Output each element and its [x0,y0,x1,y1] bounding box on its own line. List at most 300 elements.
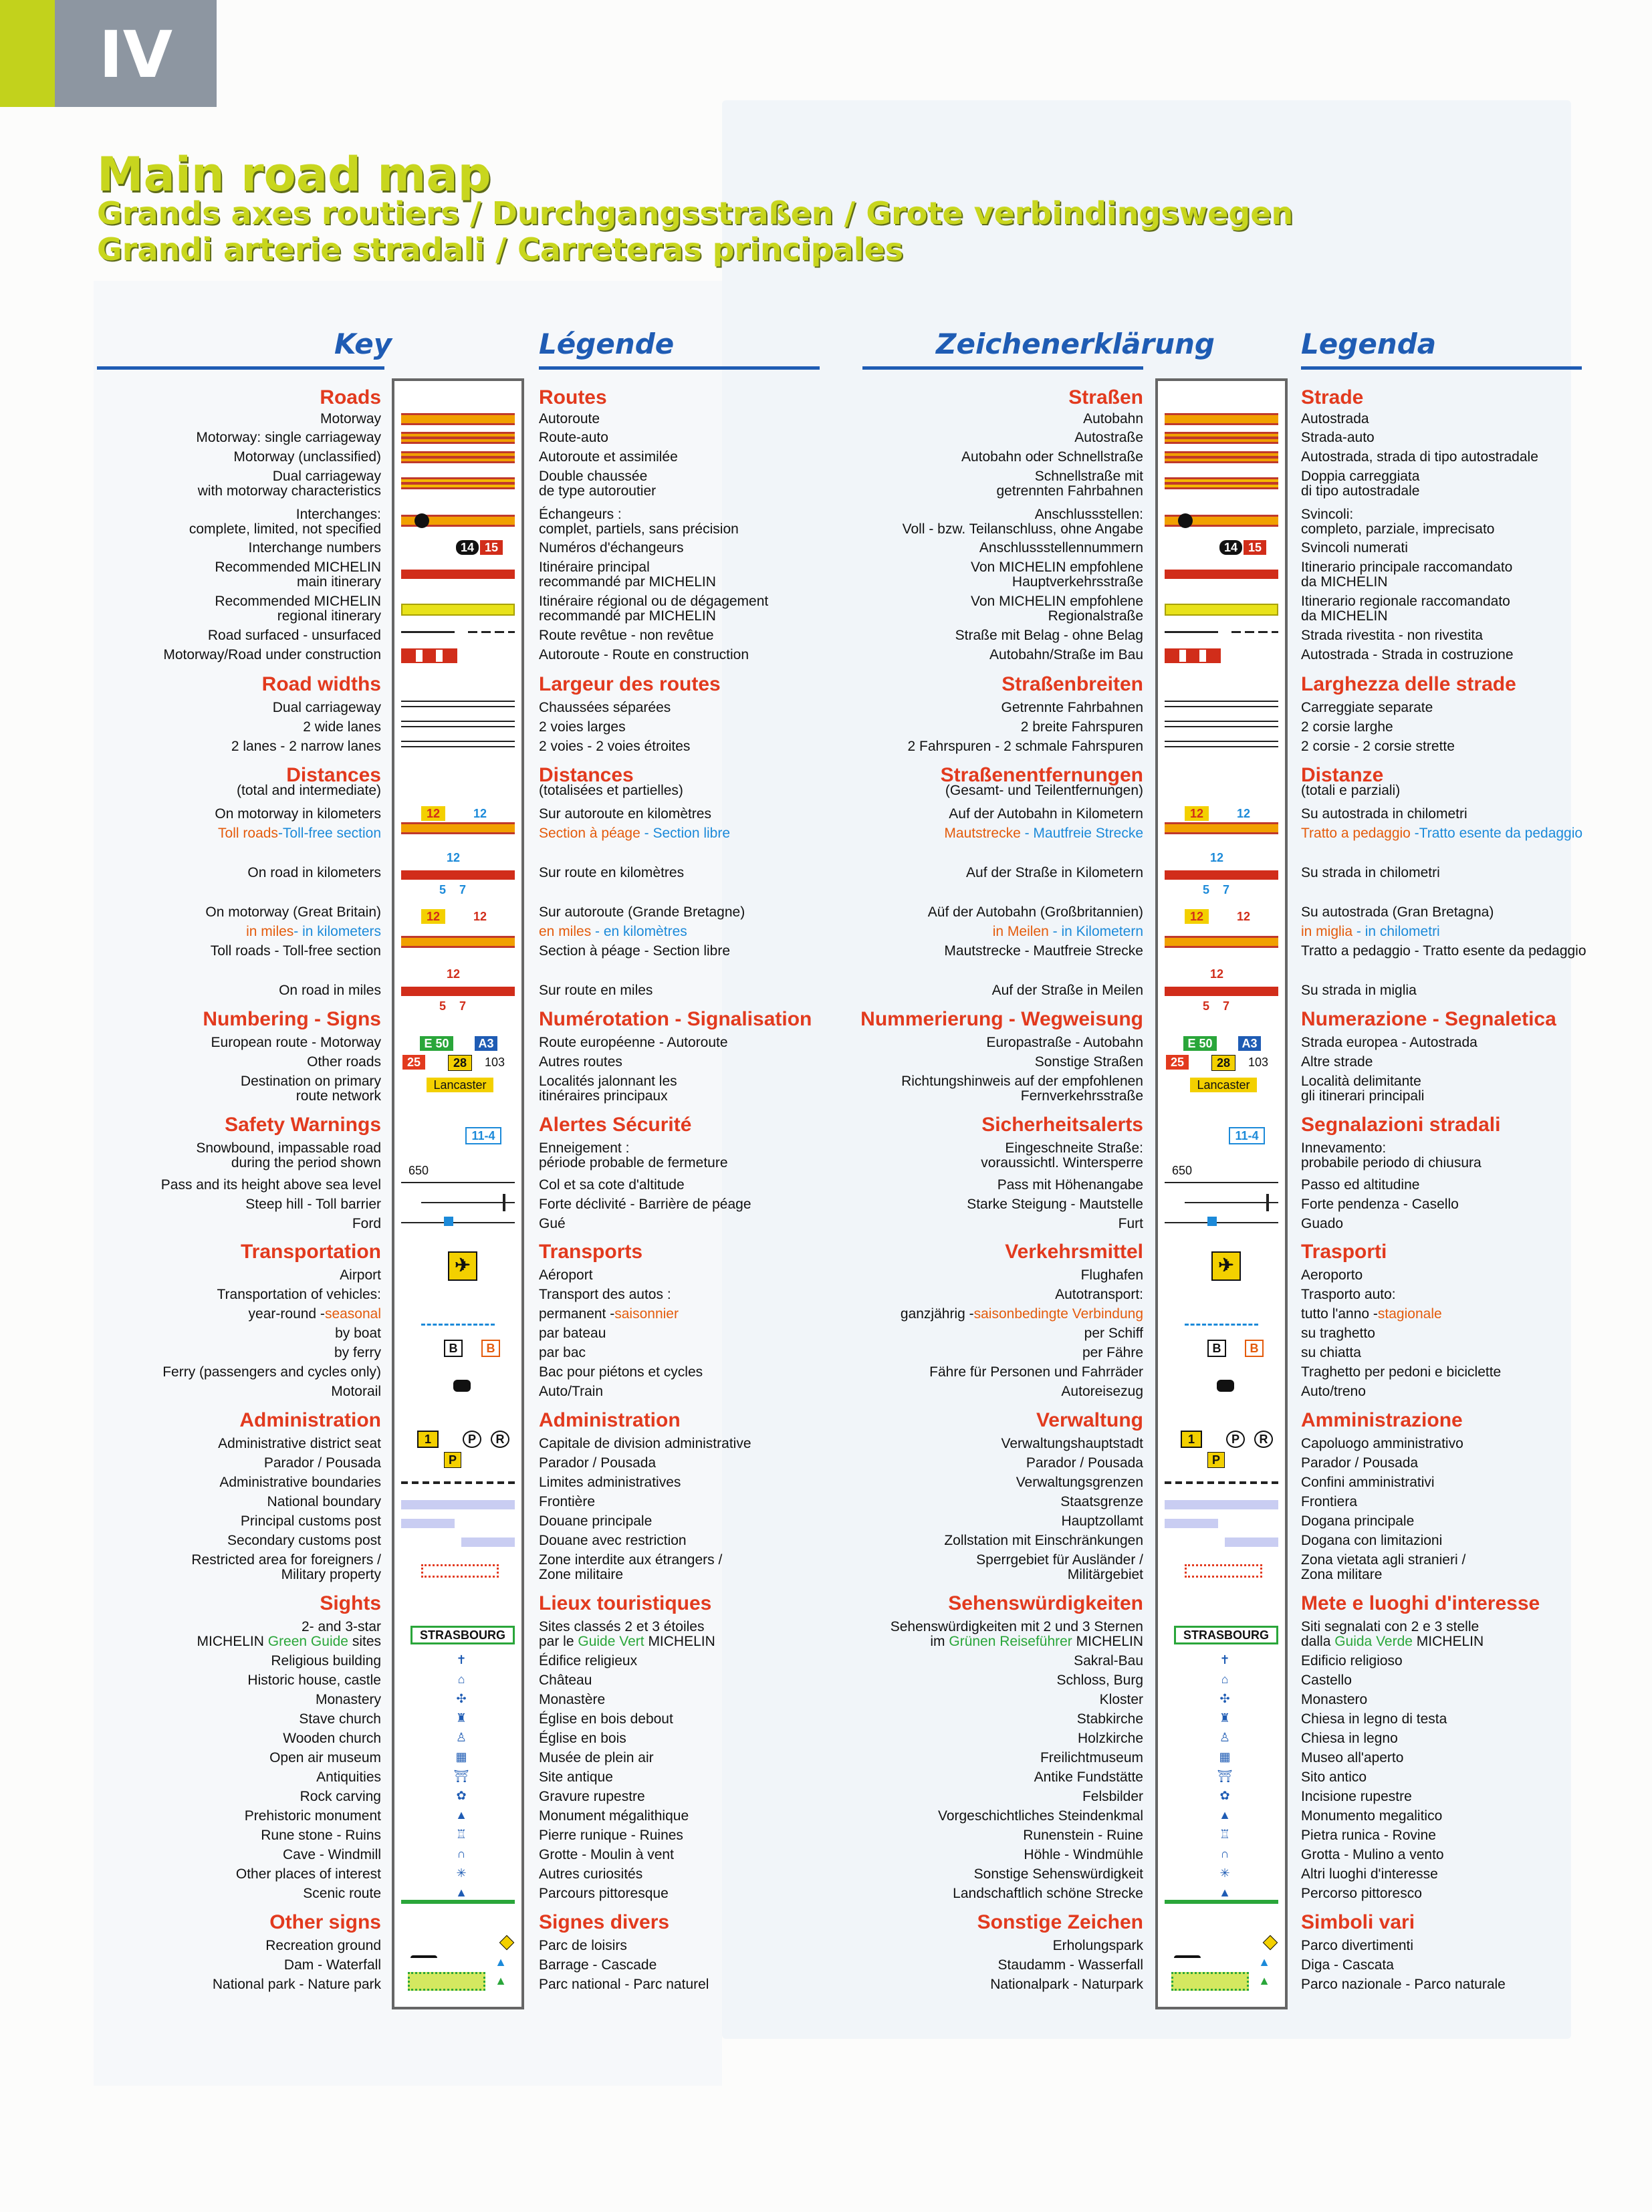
en-n-dest: Destination on primary [240,1074,381,1089]
it-yearround-label: tutto l'anno - [1301,1306,1378,1322]
sign-lancaster-r: Lancaster [1190,1078,1257,1092]
parador-p-icon-l: P [444,1452,461,1468]
r-icon-l: R [491,1431,509,1448]
it-a-parador: Parador / Pousada [1301,1455,1419,1471]
de-dual: Schnellstraße mit [1034,469,1143,484]
it-rec-reg: Itinerario regionale raccomandato [1301,594,1510,609]
de-t-air: Flughafen [1080,1267,1143,1283]
interchange-num-14-r: 14 [1219,540,1242,555]
sign-28-l: 28 [448,1055,472,1071]
en-h-trans: Transportation [240,1241,381,1263]
it-w-2wide: 2 corsie larghe [1301,719,1393,735]
it-greenguide-label: Guida Verde [1334,1634,1413,1649]
fr-t-pass: Bac pour piétons et cycles [539,1364,703,1380]
en-si-scenic: Scenic route [303,1886,381,1901]
it-d-gbtoll: Tratto a pedaggio - Tratto esente da pedaggio [1301,943,1586,959]
en-t-rail: Motorail [331,1384,381,1399]
en-surfaced: Road surfaced - unsurfaced [207,628,381,643]
de-d-mw: Auf der Autobahn in Kilometern [949,806,1143,822]
sight-icon-0-r: ✝ [1219,1653,1230,1667]
de-rec-main2: Hauptverkehrsstraße [1012,574,1143,590]
it-s-snow2: probabile periodo di chiusura [1301,1155,1482,1171]
en-d-gb: On motorway (Great Britain) [205,904,381,920]
it-si-ant: Sito antico [1301,1769,1367,1785]
it-d-roadmiles: Su strada in miglia [1301,983,1417,998]
de-d-gb: Aüf der Autobahn (Großbritannien) [927,904,1143,920]
sign-a3-r: A3 [1238,1036,1261,1051]
it-h-other: Simboli vari [1301,1911,1415,1933]
national-park-icon-l [408,1972,485,1991]
dist-gb-road-symbol-l [401,987,515,996]
de-t-pass: Fähre für Personen und Fahrräder [929,1364,1143,1380]
dist-5a-l: 5 [439,883,446,896]
it-si-rune: Pietra runica - Rovine [1301,1828,1436,1843]
dist-12b-l: 12 [473,807,487,820]
de-si-rock: Felsbilder [1082,1789,1143,1804]
mw-unclass-symbol-l [401,451,515,463]
parador-icon-r: P [1226,1431,1245,1448]
en-si-ant: Antiquities [316,1769,381,1785]
road-width-line-1-l [401,706,515,707]
it-h-sights: Mete e luoghi d'interesse [1301,1592,1540,1614]
dist-gb-symbol-r [1165,936,1278,948]
fr-h-admin: Administration [539,1409,681,1431]
unsurfaced-symbol-l [468,631,515,633]
fr-h-roads: Routes [539,386,607,408]
sight-icon-0-l: ✝ [456,1653,467,1667]
customs-post-r [1165,1519,1218,1528]
mw-single-symbol-l [401,432,515,444]
sight-icon-11-r: ✳ [1219,1866,1230,1880]
fr-rec-reg2: recommandé par MICHELIN [539,608,716,624]
en-miles-label: in miles [246,924,294,939]
waterfall-icon-r: ▲ [1258,1955,1270,1969]
it-si-cave: Grotta - Mulino a vento [1301,1847,1444,1862]
page-subtitle-1: Grands axes routiers / Durchgangsstraßen / Grote verbindingswegen [97,195,1294,231]
it-a-bound: Confini amministrativi [1301,1475,1435,1490]
en-km-label: - in kilometers [293,924,381,939]
it-n-dest: Località delimitante [1301,1074,1421,1089]
sign-25-r: 25 [1166,1055,1189,1070]
it-mw-single: Strada-auto [1301,430,1375,445]
dist-7b-l: 7 [459,999,466,1013]
fr-a-bound: Limites administratives [539,1475,681,1490]
it-d-road: Su strada in chilometri [1301,865,1440,880]
fr-w-2narrow: 2 voies - 2 voies étroites [539,739,691,754]
en-interch-num: Interchange numbers [248,540,381,556]
sight-icon-9-r: ♖ [1219,1828,1231,1841]
en-motorway: Motorway [320,411,381,426]
de-h-dist: Straßenentfernungen [940,764,1143,786]
page-title: Main road map [97,147,491,202]
motorail-icon-r [1217,1380,1234,1392]
fr-si-hist: Château [539,1673,592,1688]
fr-a-seat: Capitale de division administrative [539,1436,751,1451]
de-n-other: Sonstige Straßen [1034,1054,1143,1070]
sign-103-l: 103 [484,1056,505,1069]
de-a-cust2: Zollstation mit Einschränkungen [944,1533,1143,1548]
fr-toll-label: Section à péage [539,826,640,841]
restricted-area-l [421,1564,499,1578]
de-a-parador: Parador / Pousada [1026,1455,1143,1471]
fr-n-dest2: itinéraires principaux [539,1088,668,1104]
de-h-safety: Sicherheitsalerts [981,1114,1143,1136]
en-si-star: 2- and 3-star [301,1619,381,1634]
de-si-rel: Sakral-Bau [1074,1653,1143,1669]
dist-12e-l: 12 [473,910,487,923]
it-t-air: Aeroporto [1301,1267,1363,1283]
customs-post-l [401,1519,455,1528]
de-h-sights: Sehenswürdigkeiten [948,1592,1143,1614]
admin-boundary-r [1165,1481,1278,1484]
it-motorway: Autostrada [1301,411,1369,426]
fr-s-pass: Col et sa cote d'altitude [539,1177,685,1193]
it-miles-label: in miglia [1301,924,1353,939]
dist-motorway-symbol-l [401,822,515,834]
it-h-safety: Segnalazioni stradali [1301,1114,1501,1136]
it-a-nat: Frontiera [1301,1494,1358,1509]
sign-e50-l: E 50 [420,1036,453,1051]
motorail-icon-l [453,1380,471,1392]
de-si-stave: Stabkirche [1076,1711,1143,1727]
it-interch-num: Svincoli numerati [1301,540,1408,556]
de-w-2wide: 2 breite Fahrspuren [1020,719,1143,735]
page-number: IV [98,17,172,92]
fr-w-2wide: 2 voies larges [539,719,626,735]
fr-si-open: Musée de plein air [539,1750,654,1765]
en-si-rock: Rock carving [300,1789,381,1804]
it-t-boat: su traghetto [1301,1326,1375,1341]
de-si-other: Sonstige Sehenswürdigkeit [973,1866,1143,1882]
de-si-pre: Vorgeschichtliches Steindenkmal [937,1808,1143,1824]
fr-interch-num: Numéros d'échangeurs [539,540,684,556]
dam-icon-r [1174,1955,1201,1958]
it-w-2narrow: 2 corsie - 2 corsie strette [1301,739,1455,754]
en-interch2: complete, limited, not specified [189,521,381,537]
fr-greenguide-post: MICHELIN [644,1634,715,1649]
en-yearround-label: year-round - [248,1306,325,1322]
sight-icon-8-l: ▲ [455,1808,467,1822]
fr-si-star: Sites classés 2 et 3 étoiles [539,1619,705,1634]
de-rec-reg: Von MICHELIN empfohlene [971,594,1143,609]
sign-103-r: 103 [1248,1056,1269,1069]
en-dist-sub: (total and intermediate) [237,783,381,798]
dist-7b-r: 7 [1222,999,1229,1013]
en-d-gbtoll: Toll roads - Toll-free section [210,943,381,959]
dist-12f-r: 12 [1209,967,1224,981]
en-si-pre: Prehistoric monument [244,1808,381,1824]
divider-legende [539,366,820,370]
interchange-dot-icon-l [415,513,429,528]
de-si-hist: Schloss, Burg [1056,1673,1143,1688]
fr-si-wood: Église en bois [539,1731,626,1746]
interchange-num-15-l: 15 [480,540,503,555]
fr-o-rec: Parc de loisirs [539,1938,627,1953]
de-a-restr: Sperrgebiet für Ausländer / [976,1552,1143,1568]
dist-12a-l: 12 [421,806,445,821]
en-t-air: Airport [340,1267,381,1283]
de-greenguide-row [769,1633,1143,1650]
dist-12e-r: 12 [1236,910,1251,923]
it-o-rec: Parco divertimenti [1301,1938,1414,1953]
fr-a-cust: Douane principale [539,1513,653,1529]
de-yearround-row [769,1306,1143,1322]
it-o-park: Parco nazionale - Parco naturale [1301,1977,1506,1992]
fr-t-air: Aéroport [539,1267,593,1283]
it-dual2: di tipo autostradale [1301,483,1420,499]
de-toll-label: Mautstrecke [944,826,1021,841]
en-d-roadmiles: On road in miles [279,983,381,998]
road-width-line-5-l [401,746,515,747]
dist-7a-l: 7 [459,883,466,896]
strasbourg-box-l: STRASBOURG [410,1626,515,1644]
en-a-restr2: Military property [281,1567,381,1582]
en-w-2wide: 2 wide lanes [303,719,381,735]
de-si-cave: Höhle - Windmühle [1024,1847,1143,1862]
en-s-snow: Snowbound, impassable road [196,1140,381,1156]
fr-s-steep: Forte déclivité - Barrière de péage [539,1197,751,1212]
de-interch: Anschlussstellen: [1034,507,1143,522]
en-s-pass: Pass and its height above sea level [160,1177,381,1193]
de-miles-label: in Meilen [992,924,1049,939]
it-a-cust2: Dogana con limitazioni [1301,1533,1443,1548]
en-n-dest2: route network [296,1088,381,1104]
en-a-seat: Administrative district seat [218,1436,381,1451]
fr-h-widths: Largeur des routes [539,673,721,695]
fr-d-roadmiles: Sur route en miles [539,983,653,998]
it-h-widths: Larghezza delle strade [1301,673,1516,695]
de-a-bound: Verwaltungsgrenzen [1016,1475,1143,1490]
en-greenguide-row [0,1633,381,1650]
it-si-other: Altri luoghi d'interesse [1301,1866,1438,1882]
de-km-label: - in Kilometern [1048,924,1143,939]
ford-icon-r [1207,1217,1217,1226]
de-t-veh: Autotransport: [1055,1287,1143,1302]
fr-n-other: Autres routes [539,1054,622,1070]
sign-28-r: 28 [1211,1055,1235,1071]
it-h-dist: Distanze [1301,764,1384,786]
de-miles-row [769,923,1143,940]
de-construction: Autobahn/Straße im Bau [989,647,1143,662]
sight-icon-12-l: ▲ [455,1886,467,1899]
admin-boundary-l [401,1481,515,1484]
dam-icon-l [410,1955,437,1958]
en-a-restr: Restricted area for foreigners / [191,1552,381,1568]
de-w-dual: Getrennte Fahrbahnen [1001,700,1143,715]
en-o-dam: Dam - Waterfall [283,1957,381,1973]
de-d-road: Auf der Straße in Kilometern [966,865,1143,880]
it-d-gb: Su autostrada (Gran Bretagna) [1301,904,1494,920]
parador-icon-l: P [463,1431,481,1448]
it-si-mon: Monastero [1301,1692,1368,1707]
motorway-symbol-r [1165,413,1278,425]
nature-park-icon-l: ▲ [495,1974,507,1987]
it-s-snow: Innevamento: [1301,1140,1387,1156]
ferry-b2-icon-l: B [481,1340,500,1357]
en-h-safety: Safety Warnings [225,1114,381,1136]
fr-d-road: Sur route en kilomètres [539,865,685,880]
fr-h-num: Numérotation - Signalisation [539,1008,812,1030]
it-greenguide-row [1301,1633,1615,1650]
dist-5b-r: 5 [1202,999,1209,1013]
en-a-nat: National boundary [267,1494,381,1509]
de-dist-sub: (Gesamt- und Teilentfernungen) [945,783,1143,798]
en-si-rune: Rune stone - Ruins [261,1828,381,1843]
it-dist-sub: (totali e parziali) [1301,783,1401,798]
fr-n-euro: Route européenne - Autoroute [539,1035,728,1050]
it-tollfree-label: -Tratto esente da pedaggio [1410,826,1583,841]
de-o-rec: Erholungspark [1052,1938,1143,1953]
de-n-dest2: Fernverkehrsstraße [1020,1088,1143,1104]
fr-t-veh: Transport des autos : [539,1287,671,1302]
de-a-restr2: Militärgebiet [1067,1567,1143,1582]
en-toll-label: Toll roads [218,826,278,841]
de-si-rune: Runenstein - Ruine [1023,1828,1143,1843]
sight-icon-12-r: ▲ [1219,1886,1231,1899]
road-width-line-2-r [1165,721,1278,722]
en-miles-row [0,923,381,940]
it-a-seat: Capoluogo amministrativo [1301,1436,1463,1451]
fr-si-rel: Édifice religieux [539,1653,638,1669]
fr-si-other: Autres curiosités [539,1866,643,1882]
sight-icon-2-r: ✣ [1219,1692,1230,1705]
fr-h-safety: Alertes Sécurité [539,1114,692,1136]
fr-greenguide-pre: par le [539,1634,578,1649]
en-d-mw: On motorway in kilometers [215,806,381,822]
en-si-wood: Wooden church [283,1731,381,1746]
sight-icon-8-r: ▲ [1219,1808,1231,1822]
sight-icon-4-l: ♙ [455,1731,467,1744]
sight-icon-3-l: ♜ [455,1711,467,1725]
en-s-ford: Ford [352,1216,381,1231]
fr-dual: Double chaussée [539,469,648,484]
toll-barrier-l [503,1194,505,1211]
de-t-ferry: per Fähre [1082,1345,1143,1360]
de-yearround-label: ganzjährig - [900,1306,974,1322]
r-icon-r: R [1254,1431,1273,1448]
mw-single-symbol-r [1165,432,1278,444]
de-rec-reg2: Regionalstraße [1048,608,1143,624]
en-seasonal-label: seasonal [324,1306,381,1322]
it-si-rock: Incisione rupestre [1301,1789,1412,1804]
en-a-parador: Parador / Pousada [263,1455,381,1471]
road-width-line-4-r [1165,741,1278,742]
en-t-boat: by boat [335,1326,381,1341]
de-greenguide-pre: im [930,1634,949,1649]
page-subtitle-2: Grandi arterie stradali / Carreteras principales [97,231,904,267]
it-si-stave: Chiesa in legno di testa [1301,1711,1447,1727]
fr-d-gb: Sur autoroute (Grande Bretagne) [539,904,745,920]
fr-h-sights: Lieux touristiques [539,1592,712,1614]
de-si-wood: Holzkirche [1077,1731,1143,1746]
airport-icon-l: ✈ [448,1251,477,1281]
fr-yearround-label: permanent - [539,1306,615,1322]
de-si-open: Freilichtmuseum [1040,1750,1143,1765]
fr-a-parador: Parador / Pousada [539,1455,657,1471]
fr-n-dest: Localités jalonnant les [539,1074,677,1089]
it-miles-row [1301,923,1615,940]
restricted-area-r [1185,1564,1262,1578]
header-legenda: Legenda [1301,328,1437,360]
admin-seat-icon-l: 1 [417,1431,439,1448]
dual-carriageway-symbol-r [1165,477,1278,489]
en-greenguide-post: sites [348,1634,381,1649]
en-tollfree-label: -Toll-free section [277,826,381,841]
it-a-cust: Dogana principale [1301,1513,1415,1529]
fr-s-ford: Gué [539,1216,566,1231]
fr-h-dist: Distances [539,764,634,786]
de-a-cust: Hauptzollamt [1061,1513,1143,1529]
rec-main-symbol-l [401,570,515,579]
fr-w-dual: Chaussées séparées [539,700,671,715]
sight-icon-7-l: ✿ [456,1789,467,1802]
dist-gb-symbol-l [401,936,515,948]
de-si-ant: Antike Fundstätte [1034,1769,1143,1785]
it-w-dual: Carreggiate separate [1301,700,1433,715]
national-boundary-l [401,1500,515,1509]
steep-line-r [1185,1202,1278,1203]
en-greenguide-pre: MICHELIN [197,1634,268,1649]
fr-dist-sub: (totalisées et partielles) [539,783,683,798]
sight-icon-10-r: ∩ [1220,1847,1229,1860]
sight-icon-10-l: ∩ [457,1847,466,1860]
sign-e50-r: E 50 [1183,1036,1217,1051]
en-si-mon: Monastery [315,1692,381,1707]
steep-line-l [421,1202,515,1203]
dist-12c-l: 12 [446,851,461,864]
fr-si-pre: Monument mégalithique [539,1808,689,1824]
strasbourg-box-r: STRASBOURG [1174,1626,1278,1644]
en-rec-reg: Recommended MICHELIN [215,594,381,609]
en-h-other: Other signs [269,1911,381,1933]
fr-seasonal-label: saisonnier [614,1306,679,1322]
en-rec-main: Recommended MICHELIN [215,560,381,575]
en-o-park: National park - Nature park [212,1977,381,1992]
de-n-dest: Richtungshinweis auf der empfohlenen [901,1074,1143,1089]
sight-icon-4-r: ♙ [1219,1731,1231,1744]
fr-a-restr: Zone interdite aux étrangers / [539,1552,723,1568]
it-t-rail: Auto/treno [1301,1384,1366,1399]
fr-construction: Autoroute - Route en construction [539,647,749,662]
fr-t-ferry: par bac [539,1345,586,1360]
en-h-num: Numbering - Signs [203,1008,381,1030]
it-n-other: Altre strade [1301,1054,1373,1070]
de-dual2: getrennten Fahrbahnen [996,483,1143,499]
dist-7a-r: 7 [1222,883,1229,896]
de-h-trans: Verkehrsmittel [1005,1241,1143,1263]
it-rec-reg2: da MICHELIN [1301,608,1388,624]
en-mw-single: Motorway: single carriageway [196,430,381,445]
dual-carriageway-symbol-l [401,477,515,489]
en-si-hist: Historic house, castle [247,1673,381,1688]
fr-si-mon: Monastère [539,1692,606,1707]
it-s-pass: Passo ed altitudine [1301,1177,1420,1193]
de-h-num: Nummerierung - Wegweisung [860,1008,1143,1030]
en-toll-row [0,825,381,842]
road-width-line-4-l [401,741,515,742]
en-a-cust2: Secondary customs post [227,1533,381,1548]
de-toll-row [769,825,1143,842]
de-mw-unclass: Autobahn oder Schnellstraße [961,449,1143,465]
pass-line-r [1165,1182,1278,1183]
it-toll-label: Tratto a pedaggio [1301,826,1411,841]
de-h-other: Sonstige Zeichen [977,1911,1143,1933]
ford-line-l [401,1222,515,1223]
ferry-b-icon-l: B [444,1340,463,1357]
de-d-gbtoll: Mautstrecke - Mautfreie Strecke [944,943,1143,959]
snowbound-box-r: 11-4 [1229,1127,1265,1144]
dist-12a-r: 12 [1185,806,1209,821]
